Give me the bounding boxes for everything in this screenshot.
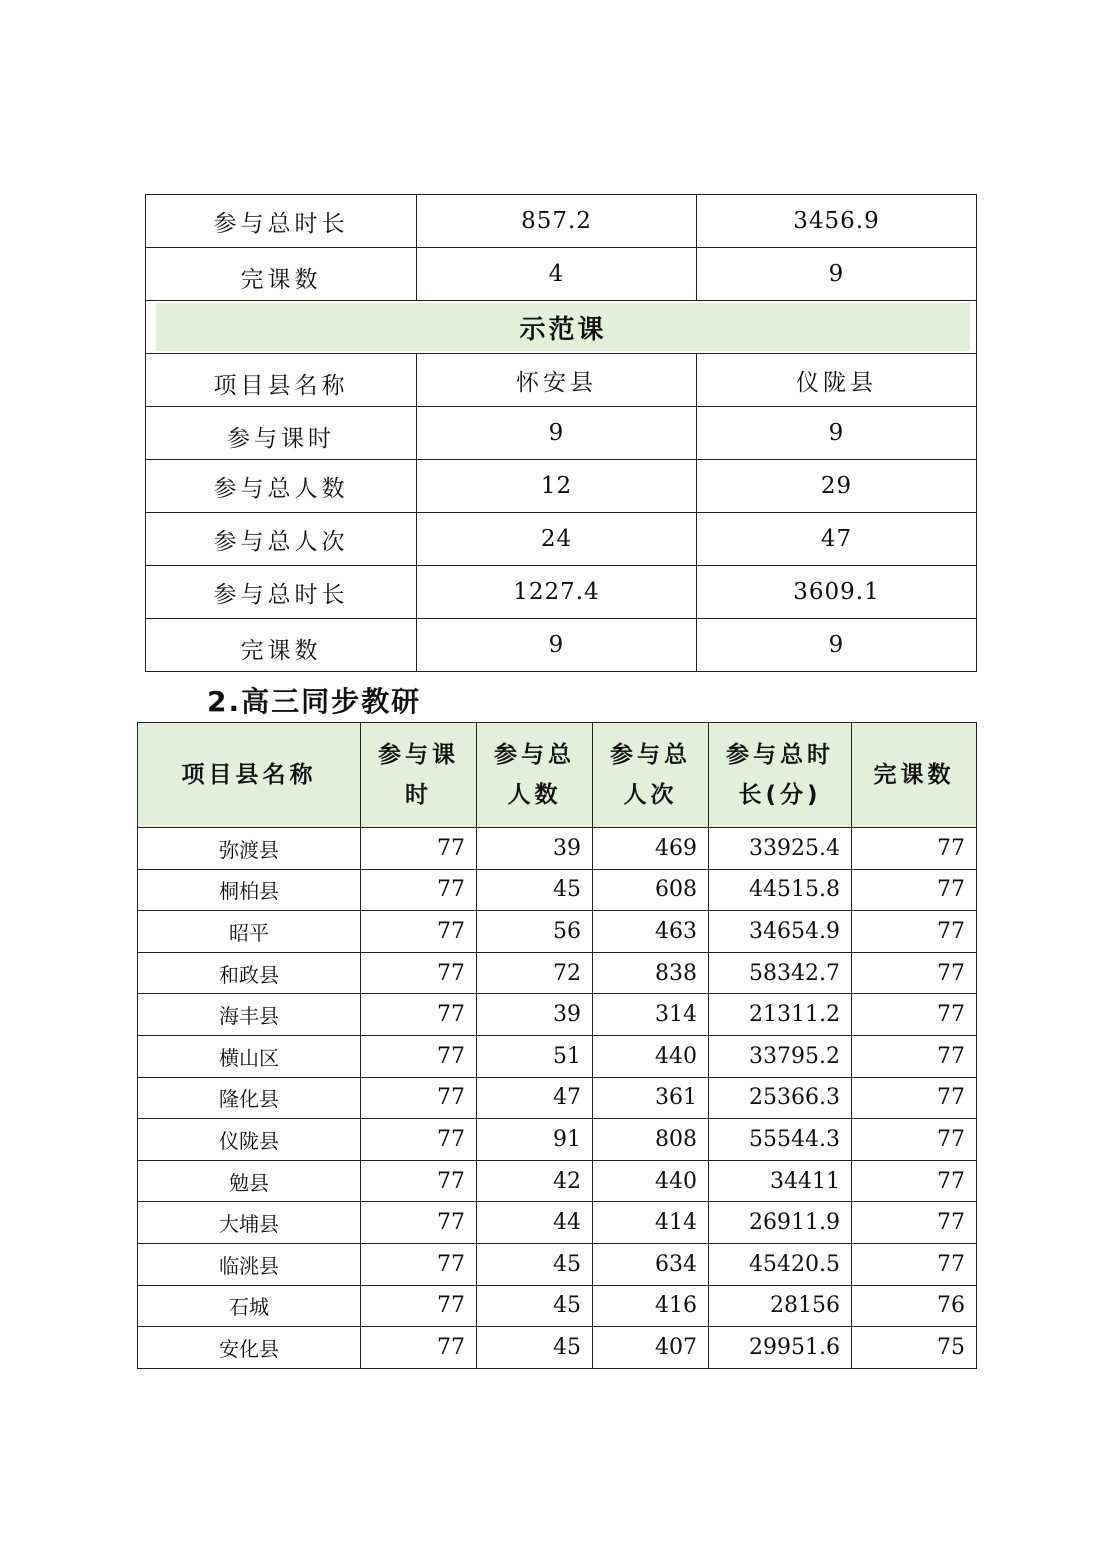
- section-title-cell: [146, 301, 977, 354]
- cell-value: 9: [417, 619, 697, 672]
- cell-value: 25366.3: [709, 1077, 852, 1119]
- cell-value: 44: [477, 1202, 593, 1244]
- table-row: [146, 195, 977, 248]
- table-row: [138, 952, 977, 994]
- cell-value: 77: [361, 994, 477, 1036]
- cell-value: 77: [361, 1327, 477, 1369]
- cell-value: 3609.1: [697, 566, 977, 619]
- table-row: [146, 248, 977, 301]
- table-row: [146, 460, 977, 513]
- table-header-row: [146, 354, 977, 407]
- cell-value: 77: [852, 952, 977, 994]
- table-row: [138, 1160, 977, 1202]
- row-label: 完课数: [146, 619, 417, 672]
- cell-value: 77: [361, 952, 477, 994]
- cell-value: 77: [852, 828, 977, 870]
- cell-value: 34411: [709, 1160, 852, 1202]
- cell-value: 77: [361, 1119, 477, 1161]
- county-name: 隆化县: [138, 1077, 361, 1119]
- cell-value: 469: [593, 828, 709, 870]
- cell-value: 440: [593, 1160, 709, 1202]
- cell-value: 1227.4: [417, 566, 697, 619]
- table-row: [146, 513, 977, 566]
- cell-value: 39: [477, 828, 593, 870]
- cell-value: 47: [697, 513, 977, 566]
- cell-value: 45: [477, 869, 593, 911]
- cell-value: 56: [477, 911, 593, 953]
- cell-value: 838: [593, 952, 709, 994]
- section-title: 示范课: [156, 303, 970, 351]
- cell-value: 47: [477, 1077, 593, 1119]
- cell-value: 416: [593, 1285, 709, 1327]
- cell-value: 9: [417, 407, 697, 460]
- row-label: 参与总时长: [146, 195, 417, 248]
- cell-value: 3456.9: [697, 195, 977, 248]
- cell-value: 77: [852, 1077, 977, 1119]
- county-name: 和政县: [138, 952, 361, 994]
- table-body: [138, 828, 977, 1369]
- cell-value: 314: [593, 994, 709, 1036]
- cell-value: 33795.2: [709, 1035, 852, 1077]
- cell-value: 34654.9: [709, 911, 852, 953]
- table-row: [138, 1119, 977, 1161]
- cell-value: 9: [697, 248, 977, 301]
- table-row: [138, 1077, 977, 1119]
- row-label: 参与总时长: [146, 566, 417, 619]
- cell-value: 77: [361, 1077, 477, 1119]
- county-name: 仪陇县: [138, 1119, 361, 1161]
- cell-value: 29951.6: [709, 1327, 852, 1369]
- cell-value: 91: [477, 1119, 593, 1161]
- cell-value: 77: [852, 1243, 977, 1285]
- cell-value: 857.2: [417, 195, 697, 248]
- cell-value: 45420.5: [709, 1243, 852, 1285]
- table-row: [138, 869, 977, 911]
- cell-value: 634: [593, 1243, 709, 1285]
- column-header: 参与总 人数: [477, 723, 593, 828]
- cell-value: 77: [361, 911, 477, 953]
- county-name: 仪陇县: [697, 354, 977, 407]
- section-heading: 2.高三同步教研: [207, 685, 422, 718]
- row-label: 参与总人数: [146, 460, 417, 513]
- row-label: 项目县名称: [146, 354, 417, 407]
- column-header: 完课数: [852, 723, 977, 828]
- cell-value: 29: [697, 460, 977, 513]
- table-row: [146, 407, 977, 460]
- cell-value: 77: [361, 1035, 477, 1077]
- cell-value: 608: [593, 869, 709, 911]
- county-name: 临洮县: [138, 1243, 361, 1285]
- cell-value: 77: [361, 1243, 477, 1285]
- cell-value: 808: [593, 1119, 709, 1161]
- cell-value: 55544.3: [709, 1119, 852, 1161]
- cell-value: 440: [593, 1035, 709, 1077]
- county-name: 弥渡县: [138, 828, 361, 870]
- cell-value: 77: [852, 994, 977, 1036]
- cell-value: 45: [477, 1243, 593, 1285]
- column-header: 参与总 人次: [593, 723, 709, 828]
- cell-value: 463: [593, 911, 709, 953]
- table-row: [138, 994, 977, 1036]
- table-row: [146, 566, 977, 619]
- county-name: 横山区: [138, 1035, 361, 1077]
- cell-value: 45: [477, 1327, 593, 1369]
- cell-value: 58342.7: [709, 952, 852, 994]
- county-name: 怀安县: [417, 354, 697, 407]
- table-row: [138, 828, 977, 870]
- cell-value: 414: [593, 1202, 709, 1244]
- cell-value: 77: [852, 1160, 977, 1202]
- cell-value: 51: [477, 1035, 593, 1077]
- cell-value: 76: [852, 1285, 977, 1327]
- cell-value: 9: [697, 407, 977, 460]
- cell-value: 77: [852, 1202, 977, 1244]
- cell-value: 77: [361, 1285, 477, 1327]
- county-name: 昭平: [138, 911, 361, 953]
- demo-lesson-table: [145, 194, 977, 672]
- table-row: [138, 1327, 977, 1369]
- cell-value: 33925.4: [709, 828, 852, 870]
- table-row: [138, 1202, 977, 1244]
- cell-value: 77: [361, 1160, 477, 1202]
- cell-value: 21311.2: [709, 994, 852, 1036]
- table-header-row: [138, 723, 977, 828]
- cell-value: 42: [477, 1160, 593, 1202]
- cell-value: 77: [361, 869, 477, 911]
- cell-value: 12: [417, 460, 697, 513]
- cell-value: 77: [852, 911, 977, 953]
- cell-value: 72: [477, 952, 593, 994]
- cell-value: 24: [417, 513, 697, 566]
- table-row: [138, 1285, 977, 1327]
- column-header: 项目县名称: [138, 723, 361, 828]
- cell-value: 9: [697, 619, 977, 672]
- column-header: 参与总时 长(分): [709, 723, 852, 828]
- cell-value: 77: [361, 1202, 477, 1244]
- cell-value: 77: [852, 1035, 977, 1077]
- row-label: 参与总人次: [146, 513, 417, 566]
- row-label: 完课数: [146, 248, 417, 301]
- column-header: 参与课 时: [361, 723, 477, 828]
- county-name: 勉县: [138, 1160, 361, 1202]
- cell-value: 44515.8: [709, 869, 852, 911]
- table-row: [138, 1243, 977, 1285]
- cell-value: 26911.9: [709, 1202, 852, 1244]
- county-name: 大埔县: [138, 1202, 361, 1244]
- table-row: [138, 1035, 977, 1077]
- table-row: [138, 911, 977, 953]
- county-name: 海丰县: [138, 994, 361, 1036]
- cell-value: 77: [361, 828, 477, 870]
- cell-value: 4: [417, 248, 697, 301]
- cell-value: 28156: [709, 1285, 852, 1327]
- row-label: 参与课时: [146, 407, 417, 460]
- county-name: 桐柏县: [138, 869, 361, 911]
- cell-value: 77: [852, 1119, 977, 1161]
- cell-value: 39: [477, 994, 593, 1036]
- sync-research-table: [137, 722, 977, 1369]
- section-row: [146, 301, 977, 354]
- cell-value: 75: [852, 1327, 977, 1369]
- table-row: [146, 619, 977, 672]
- cell-value: 45: [477, 1285, 593, 1327]
- cell-value: 361: [593, 1077, 709, 1119]
- county-name: 安化县: [138, 1327, 361, 1369]
- cell-value: 407: [593, 1327, 709, 1369]
- cell-value: 77: [852, 869, 977, 911]
- county-name: 石城: [138, 1285, 361, 1327]
